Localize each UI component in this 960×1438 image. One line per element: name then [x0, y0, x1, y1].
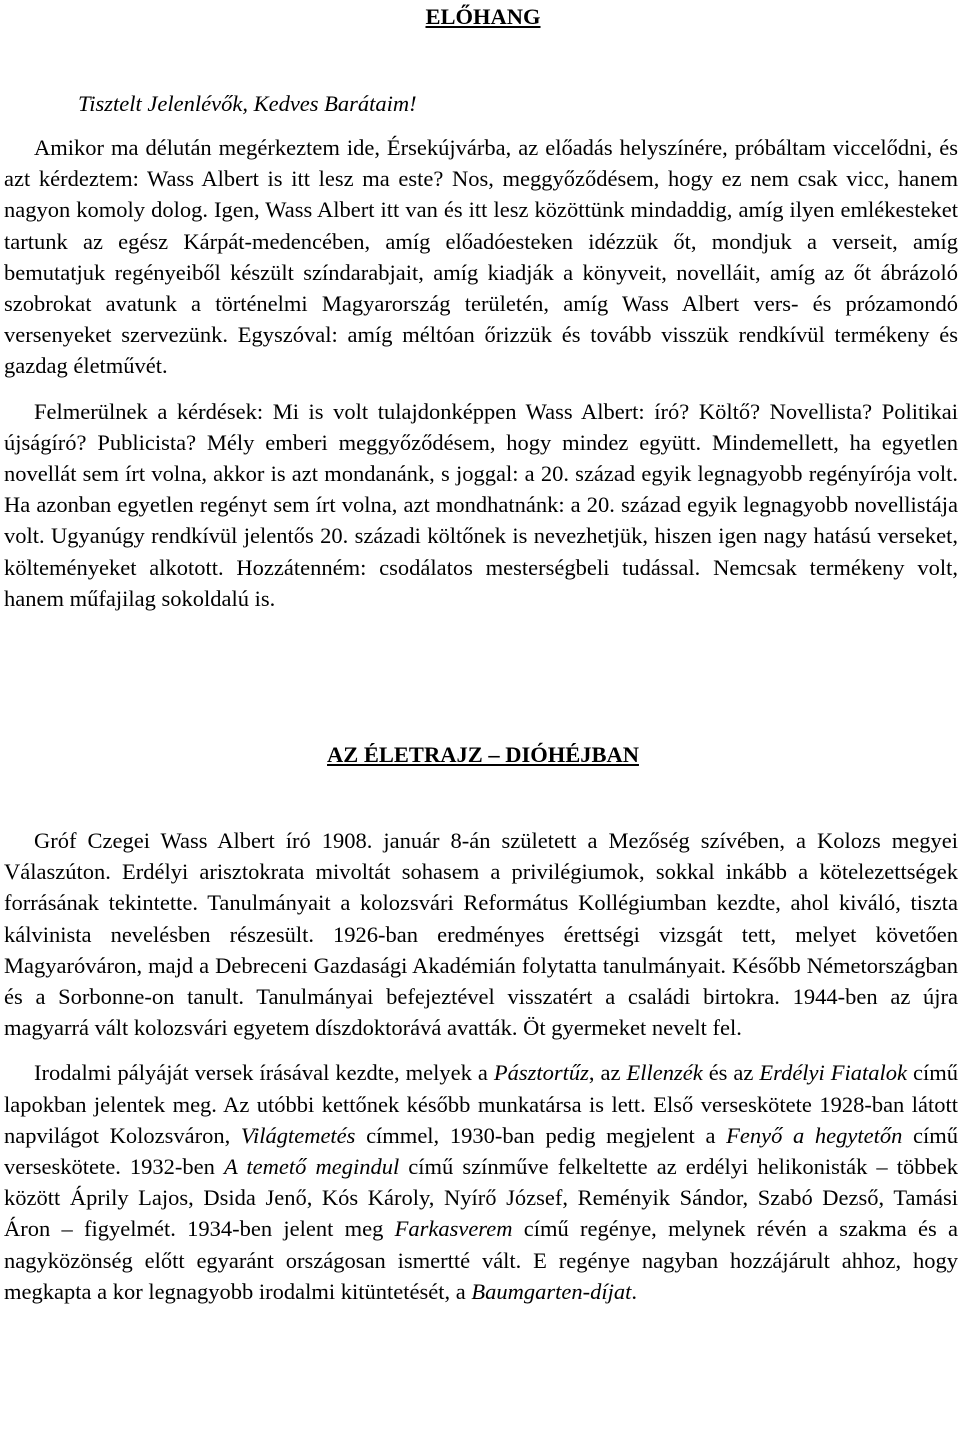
bio-text: Irodalmi pályáját versek írásával kezdte, melyek a [34, 1060, 494, 1086]
greeting-line: Tisztelt Jelenlévők, Kedves Barátaim! [78, 91, 417, 116]
intro-section [4, 132, 958, 614]
document-title: ELŐHANG [425, 4, 541, 29]
book-title: Világtemetés [240, 1122, 356, 1148]
intro-paragraph-1: Amikor ma délután megérkeztem ide, Érsekújvárba, az előadás helyszínére, próbáltam viccelődni, és azt kérdeztem: Wass Albert is itt lesz ma este? Nos, meggyőződésem, hogy ez nem csak vicc, hanem nagyon komoly dolog. Igen, Wass Albert itt van és itt lesz közöttünk mindaddig, amíg ilyen emlékesteket tartunk az egész Kárpát-medencében, amíg előadóesteken idézzük őt, mondjuk a verseit, amíg bemutatjuk regényeiből készült színdarabjait, amíg kiadják a könyveit, novelláit, amíg az őt ábrázoló szobrokat avatunk a történelmi Magyarország területén, amíg Wass Albert vers- és prózamondó versenyeket szervezünk. Egyszóval: amíg méltóan őrizzük és tovább visszük rendkívül termékeny és gazdag életművét. [4, 135, 958, 379]
bio-paragraph-1: Gróf Czegei Wass Albert író 1908. január 8-án született a Mezőség szívében, a Kolozs megyei Válaszúton. Erdélyi arisztokrata mivoltát sohasem a privilégiumok, sokkal inkább a kötelezettségek forrásának tekintette. Tanulmányait a kolozsvári Református Kollégiumban kezdte, ahol kiváló, tiszta kálvinista nevelésben részesült. 1926-ban eredményes érettségi vizsgát tett, melyet követően Magyaróváron, majd a Debreceni Gazdasági Akadémián folytatta tanulmányait. Később Németországban és a Sorbonne-on tanult. Tanulmányai befejeztével visszatért a családi birtokra. 1944-ben az újra magyarrá vált kolozsvári egyetem díszdoktorává avatták. Öt gyermeket nevelt fel. [4, 828, 958, 1041]
journal-title: Ellenzék [626, 1060, 703, 1086]
award-name: Baumgarten-díjat [471, 1278, 632, 1304]
section-title: AZ ÉLETRAJZ – DIÓHÉJBAN [327, 742, 639, 767]
biography-section [4, 825, 958, 1307]
bio-text: és az [702, 1060, 760, 1086]
novel-title: Farkasverem [394, 1216, 513, 1242]
bio-text: címmel, 1930-ban pedig megjelent a [355, 1122, 727, 1148]
bio-text: című regénye, melynek révén a szakma és a nagyközönség előtt egyaránt országosan ismertté vált. E regénye nagyban hozzájárult ahhoz, hogy megkapta a kor legnagyobb irodalmi kitüntetését, a [4, 1216, 958, 1304]
bio-text: . [631, 1278, 637, 1304]
bio-text: című verseskötete. 1932-ben [4, 1122, 958, 1180]
bio-paragraph-2 [4, 1057, 958, 1307]
bio-text: című lapokban jelentek meg. Az utóbbi kettőnek később munkatársa is lett. Első verseskötete 1928-ban látott napvilágot Kolozsváron, [4, 1060, 959, 1148]
play-title: A temető megindul [223, 1154, 400, 1180]
book-title: Fenyő a hegytetőn [726, 1122, 903, 1148]
intro-paragraph-2: Felmerülnek a kérdések: Mi is volt tulajdonképpen Wass Albert: író? Költő? Novellista? Politikai újságíró? Publicista? Mély emberi meggyőződésem, hogy mindez együtt. Mindemellett, ha egyetlen novellát sem írt volna, akkor is azt mondanánk, s joggal: a 20. század egyik legnagyobb regényírója volt. Ha azonban egyetlen regényt sem írt volna, azt mondhatnánk: a 20. század egyik legnagyobb novellistája volt. Ugyanúgy rendkívül jelentős 20. századi költőnek is nevezhetjük, hiszen igen nagy hatású verseket, költeményeket alkotott. Hozzátenném: csodálatos mesterségbeli tudással. Nemcsak termékeny volt, hanem műfajilag sokoldalú is. [4, 398, 958, 611]
bio-text: , az [588, 1060, 627, 1086]
bio-text: című színműve felkeltette az erdélyi helikonisták – többek között Áprily Lajos, Dsida Jenő, Kós Károly, Nyírő József, Reményik Sándor, Szabó Dezső, Tamási Áron – figyelmét. 1934-ben jelent meg [4, 1154, 958, 1242]
journal-title: Pásztortűz [493, 1060, 589, 1086]
journal-title: Erdélyi Fiatalok [759, 1060, 908, 1086]
